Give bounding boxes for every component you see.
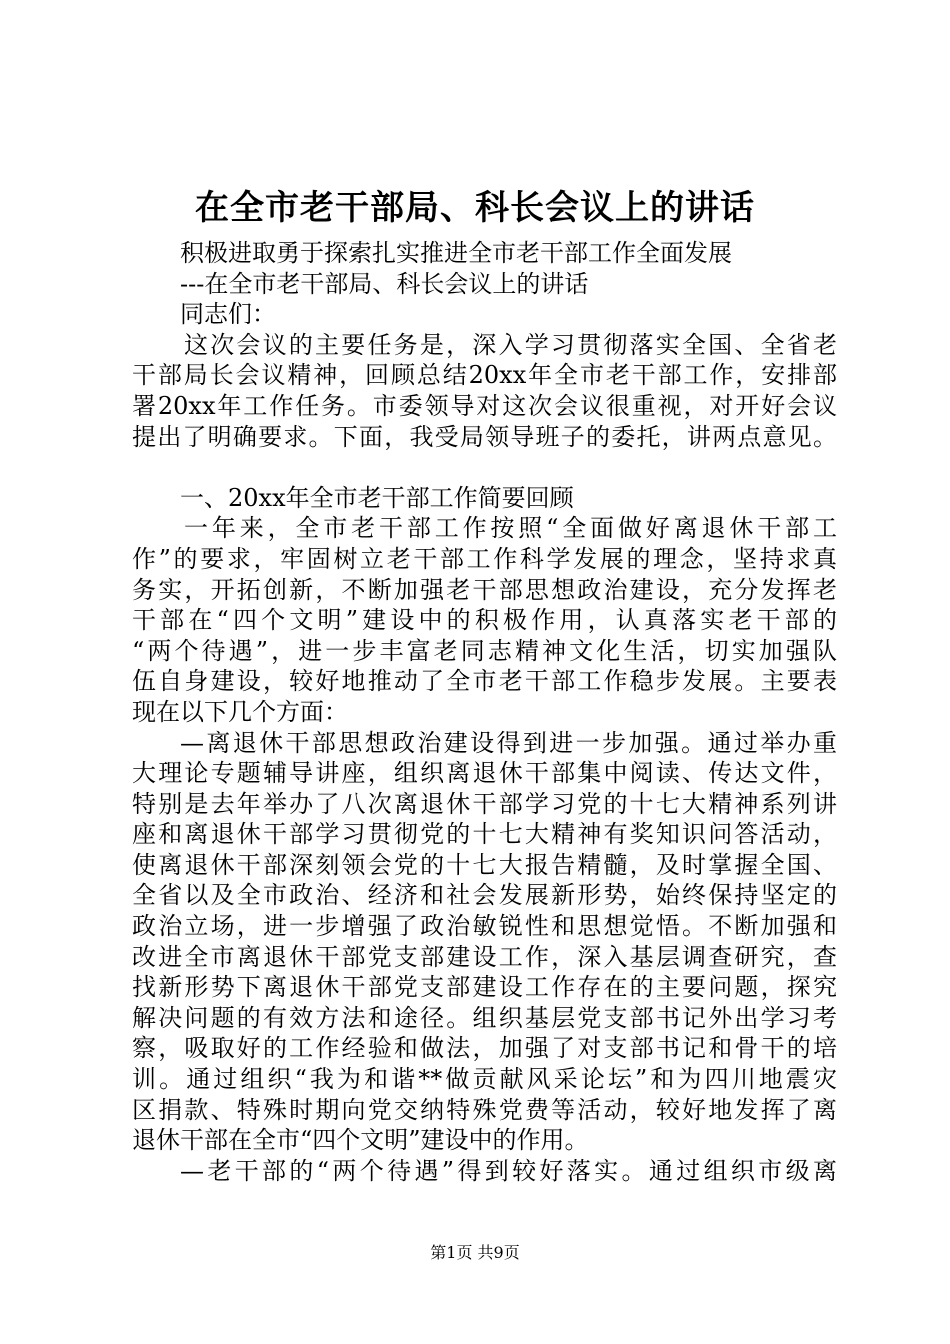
paragraph-line: 改进全市离退休干部党支部建设工作，深入基层调查研究，查	[132, 942, 837, 971]
paragraph-line: 特别是去年举办了八次离退休干部学习党的十七大精神系列讲	[132, 789, 837, 818]
paragraph-line: 政治立场，进一步增强了政治敏锐性和思想觉悟。不断加强和	[132, 912, 837, 941]
paragraph-line: 察，吸取好的工作经验和做法，加强了对支部书记和骨干的培	[132, 1034, 837, 1063]
section-heading: 一、20xx年全市老干部工作简要回顾	[180, 483, 574, 512]
paragraph-spacer	[132, 452, 837, 483]
paragraph-line: 座和离退休干部学习贯彻党的十七大精神有奖知识问答活动，	[132, 820, 837, 849]
paragraph-line: 作”的要求，牢固树立老干部工作科学发展的理念，坚持求真	[132, 544, 837, 573]
paragraph-line: 解决问题的有效方法和途径。组织基层党支部书记外出学习考	[132, 1003, 837, 1032]
salutation: 同志们：	[180, 300, 276, 329]
subtitle-line: 积极进取勇于探索扎实推进全市老干部工作全面发展	[180, 239, 732, 267]
paragraph-line: 干部局长会议精神，回顾总结20xx年全市老干部工作，安排部	[132, 361, 837, 390]
subtitle-attribution: ---在全市老干部局、科长会议上的讲话	[180, 269, 589, 298]
paragraph-line: 伍自身建设，较好地推动了全市老干部工作稳步发展。主要表	[132, 667, 837, 696]
paragraph-line: 退休干部在全市“四个文明”建设中的作用。	[132, 1126, 589, 1155]
paragraph-2	[132, 513, 837, 727]
document-title: 在全市老干部局、科长会议上的讲话	[195, 188, 755, 228]
paragraph-line: —离退休干部思想政治建设得到进一步加强。通过举办重	[180, 728, 837, 757]
paragraph-line: “两个待遇”，进一步丰富老同志精神文化生活，切实加强队	[132, 636, 837, 665]
paragraph-line: 使离退休干部深刻领会党的十七大报告精髓，及时掌握全国、	[132, 850, 837, 879]
paragraph-line: 提出了明确要求。下面，我受局领导班子的委托，讲两点意见。	[132, 422, 837, 451]
paragraph-1	[132, 330, 837, 452]
paragraph-line: 找新形势下离退休干部党支部建设工作存在的主要问题，探究	[132, 973, 837, 1002]
paragraph-line: 干部在“四个文明”建设中的积极作用，认真落实老干部的	[132, 606, 837, 635]
paragraph-line: —老干部的“两个待遇”得到较好落实。通过组织市级离	[180, 1156, 837, 1185]
paragraph-line: 现在以下几个方面：	[132, 697, 348, 726]
paragraph-3	[132, 728, 837, 1156]
paragraph-line: 大理论专题辅导讲座，组织离退休干部集中阅读、传达文件，	[132, 759, 837, 788]
paragraph-line: 全省以及全市政治、经济和社会发展新形势，始终保持坚定的	[132, 881, 837, 910]
page-indicator: 第1页 共9页	[430, 1243, 520, 1262]
paragraph-4	[132, 1156, 837, 1187]
document-body	[132, 238, 837, 1186]
paragraph-line: 训。通过组织“我为和谐**做贡献风采论坛”和为四川地震灾	[132, 1065, 837, 1094]
paragraph-line: 这次会议的主要任务是，深入学习贯彻落实全国、全省老	[184, 330, 837, 359]
page-footer	[0, 1241, 950, 1265]
paragraph-line: 区捐款、特殊时期向党交纳特殊党费等活动，较好地发挥了离	[132, 1095, 837, 1124]
paragraph-line: 一年来，全市老干部工作按照“全面做好离退休干部工	[184, 514, 837, 543]
paragraph-line: 署20xx年工作任务。市委领导对这次会议很重视，对开好会议	[132, 391, 837, 420]
paragraph-line: 务实，开拓创新，不断加强老干部思想政治建设，充分发挥老	[132, 575, 837, 604]
